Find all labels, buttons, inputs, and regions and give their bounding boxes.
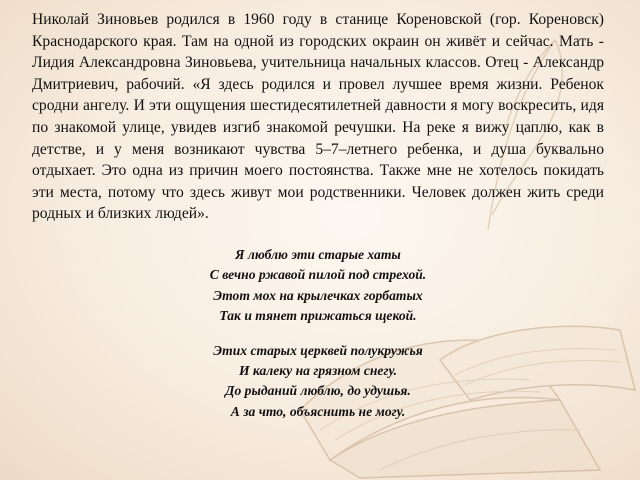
text-content xyxy=(32,9,604,436)
poem-line: Так и тянет прижаться щекой. xyxy=(219,308,417,324)
poem xyxy=(32,245,604,422)
poem-line: Этот мох на крылечках горбатых xyxy=(213,287,423,303)
poem-line: А за что, объяснить не могу. xyxy=(230,403,406,419)
poem-line: И калеку на грязном снегу. xyxy=(238,362,398,378)
poem-stanza-2 xyxy=(32,341,604,423)
poem-line: С вечно ржавой пилой под стрехой. xyxy=(209,267,427,283)
poem-stanza-1 xyxy=(32,245,604,327)
poem-line: До рыданий люблю, до удушья. xyxy=(225,383,411,399)
poem-line: Я люблю эти старые хаты xyxy=(235,246,401,262)
biography-paragraph: Николай Зиновьев родился в 1960 году в станице Кореновской (гор. Кореновск) Краснодарского края. Там на одной из городских окраин он живёт и сейчас. Мать - Лидия Александровна Зиновьева, учительница начальных классов. Отец - Александр Дмитриевич, рабочий. «Я здесь родился и провел лучшее время жизни. Ребенок сродни ангелу. И эти ощущения шестидесятилетней давности я могу воскресить, идя по знакомой улице, увидев изгиб знакомой речушки. На реке я вижу цаплю, как в детстве, и у меня возникают чувства 5–7–летнего ребенка, и душа буквально отдыхает. Это одна из причин моего постоянства. Также мне не хотелось покидать эти места, потому что здесь живут мои родственники. Человек должен жить среди родных и близких людей». xyxy=(32,11,604,223)
poem-line: Этих старых церквей полукружья xyxy=(213,342,423,358)
